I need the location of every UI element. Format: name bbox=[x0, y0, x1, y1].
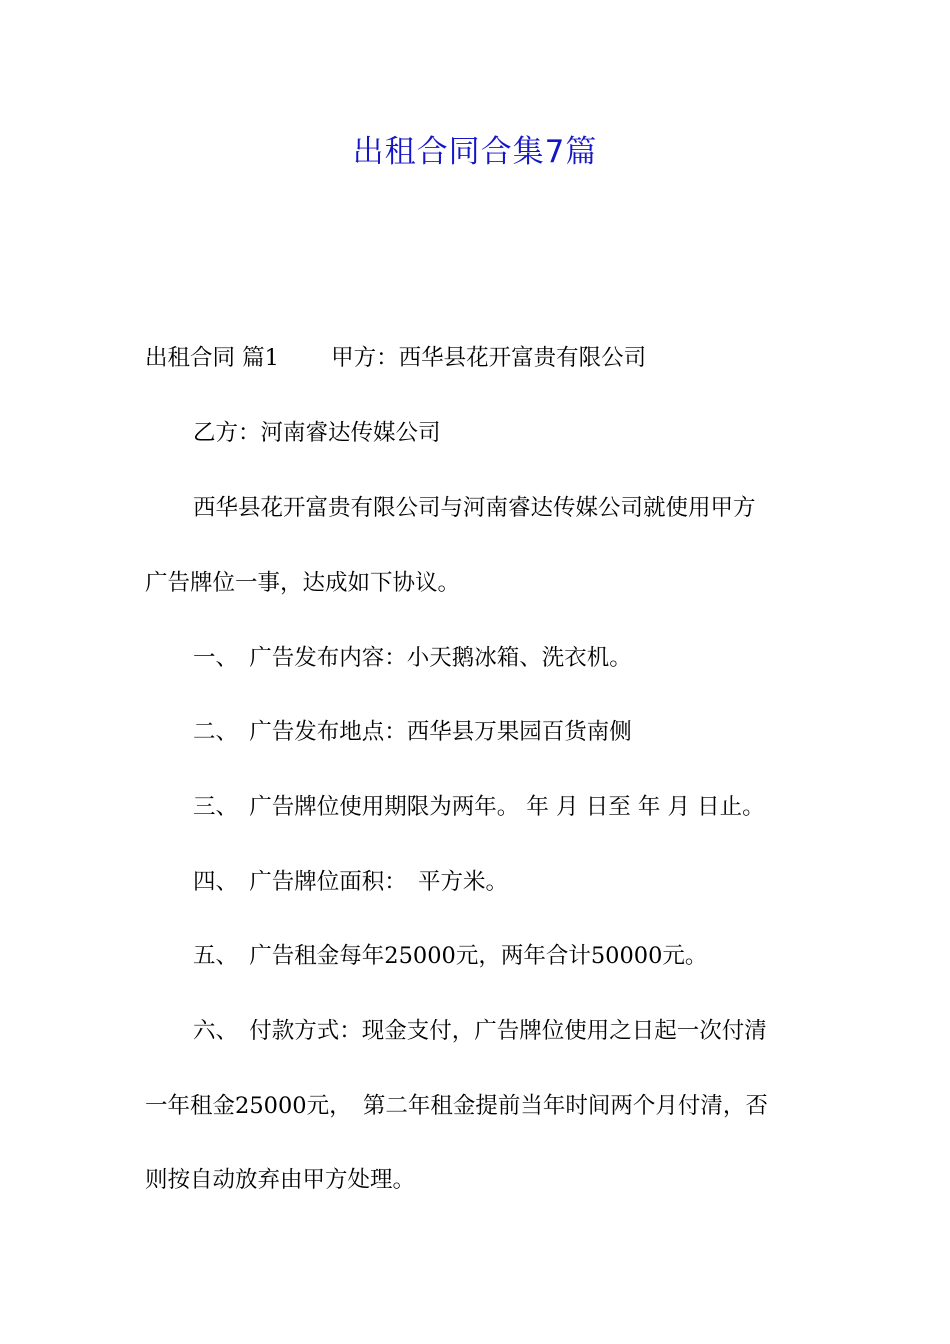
clause-5: 五、 广告租金每年25000元，两年合计50000元。 bbox=[193, 943, 708, 969]
paragraph-line-1: 出租合同 篇1 甲方：西华县花开富贵有限公司 bbox=[145, 345, 647, 371]
document-title: 出租合同合集7篇 bbox=[352, 134, 598, 170]
paragraph-line-2: 乙方：河南睿达传媒公司 bbox=[193, 420, 441, 446]
clause-1: 一、 广告发布内容：小天鹅冰箱、洗衣机。 bbox=[193, 645, 632, 671]
clause-6: 六、 付款方式：现金支付，广告牌位使用之日起一次付清 bbox=[193, 1018, 767, 1044]
clause-3: 三、 广告牌位使用期限为两年。 年 月 日至 年 月 日止。 bbox=[193, 794, 765, 820]
clause-6-end: 则按自动放弃由甲方处理。 bbox=[145, 1167, 416, 1193]
clause-4: 四、 广告牌位面积： 平方米。 bbox=[193, 869, 509, 895]
clause-6-continued: 一年租金25000元， 第二年租金提前当年时间两个月付清，否 bbox=[145, 1093, 768, 1119]
paragraph-line-3: 西华县花开富贵有限公司与河南睿达传媒公司就使用甲方 bbox=[193, 495, 756, 521]
paragraph-line-4: 广告牌位一事，达成如下协议。 bbox=[145, 570, 461, 596]
clause-2: 二、 广告发布地点：西华县万果园百货南侧 bbox=[193, 719, 632, 745]
